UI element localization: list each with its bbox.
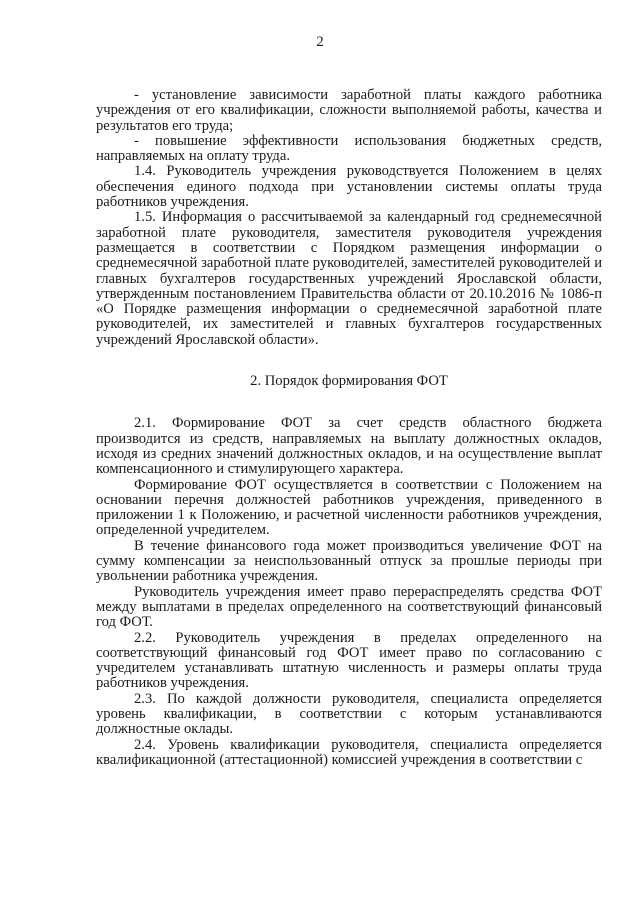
paragraph-2-3: 2.3. По каждой должности руководителя, специалиста определяется уровень квалификации, в соответствии с которым устанавливаются должностные оклады. — [96, 690, 602, 738]
document-body — [96, 88, 602, 768]
page-number: 2 — [316, 34, 324, 50]
paragraph-fot-redistribution: Руководитель учреждения имеет право перераспределять средства ФОТ между выплатами в пределах определенного на соответствующий финансовый год ФОТ. — [96, 583, 602, 631]
paragraph-1-4: 1.4. Руководитель учреждения руководствуется Положением в целях обеспечения единого подхода при установлении системы оплаты труда работников учреждения. — [96, 163, 602, 211]
paragraph-1-5: 1.5. Информация о рассчитываемой за календарный год среднемесячной заработной плате руководителя, заместителя руководителя учреждения размещается в соответствии с Порядком размещения информации о среднемесячной заработной плате руководителей, заместителей руководителей и главных бухгалтеров государственных учреждений Ярославской области, утвержденным постановлением Правительства области от 20.10.2016 № 1086-п «О Порядке размещения информации о среднемесячной заработной плате руководителей, их заместителей и главных бухгалтеров государственных учреждений Ярославской области». — [96, 209, 602, 348]
section-heading: 2. Порядок формирования ФОТ — [250, 373, 448, 390]
paragraph-2-1: 2.1. Формирование ФОТ за счет средств областного бюджета производится из средств, направляемых на выплату должностных окладов, исходя из средних значений должностных окладов, и на осуществление выплат компенсационного и стимулирующего характера. — [96, 415, 602, 478]
paragraph-2-4: 2.4. Уровень квалификации руководителя, специалиста определяется квалификационной (аттестационной) комиссией учреждения в соответствии с — [96, 736, 602, 768]
paragraph-list-item-dependency: - установление зависимости заработной платы каждого работника учреждения от его квалификации, сложности выполняемой работы, качества и результатов его труда; — [96, 87, 602, 134]
paragraph-fot-increase: В течение финансового года может производиться увеличение ФОТ на сумму компенсации за неиспользованный отпуск за прошлые периоды при увольнении работника учреждения. — [96, 537, 602, 585]
paragraph-list-item-efficiency: - повышение эффективности использования бюджетных средств, направляемых на оплату труда. — [96, 132, 602, 165]
paragraph-2-2: 2.2. Руководитель учреждения в пределах определенного на соответствующий финансовый год ФОТ имеет право по согласованию с учредителем устанавливать штатную численность и размеры оплаты труда работников учреждения. — [96, 629, 602, 692]
paragraph-fot-formation: Формирование ФОТ осуществляется в соответствии с Положением на основании перечня должностей работников учреждения, приведенного в приложении 1 к Положению, и расчетной численности работников учреждения, определенной учредителем. — [96, 476, 602, 539]
